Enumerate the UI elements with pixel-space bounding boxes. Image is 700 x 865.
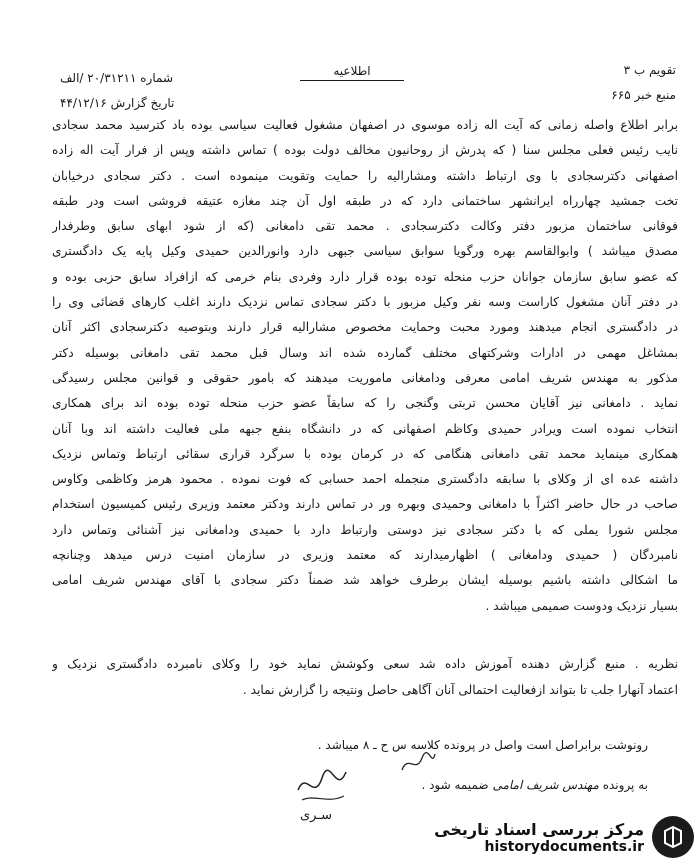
copy-routing-note: رونوشت برابراصل است واصل در پرونده کلاسه س ح ـ ۸ میباشد . bbox=[317, 738, 648, 752]
body-line: فوقانی ساختمان مزبور دفتر وکالت دکترسجادی . محمد تقی دامغانی (که از شود ابهای سابق وطرفدار bbox=[52, 219, 678, 234]
body-line: تخت جمشید چهارراه ایرانشهر ساختمانی دارد که در طبقه اول آن چند مغازه عتیقه فروشی است ودر طبقه bbox=[52, 193, 678, 208]
body-line: نامبردگان ( حمیدی ودامغانی ) اظهارمیدارند که معتمد وزیری در سازمان امنیت درس میدهد وچنانچه bbox=[52, 548, 678, 563]
body-line: اصفهانی دکترسجادی با وی ارتباط داشته ومشارالیه را حمایت وتقویت مینموده است . دکتر سجادی درخیابان bbox=[52, 168, 678, 183]
watermark-url: historydocuments.ir bbox=[484, 838, 644, 855]
document-number: شماره ۲۰/۳۱۲۱۱ /الف bbox=[60, 71, 173, 85]
body-line: انتخاب نموده است ویرادر حمیدی وکاظم اصفهانی که در دانشگاه بنفع جبهه ملی فعالیت داشته اند وبا آنان bbox=[52, 421, 678, 436]
calendar-code: تقویم ب ۳ bbox=[623, 63, 676, 77]
file-instruction-suffix: ضمیمه شود . bbox=[421, 778, 489, 792]
body-line: در دادگستری انجام میدهند ومورد محبت وحمایت مخصوص مشارالیه قرار دارند وبتوصیه دکترسجادی اکثر آنان bbox=[52, 320, 678, 335]
news-source: منبع خبر ۶۶۵ bbox=[611, 88, 676, 102]
handwritten-signature bbox=[292, 760, 352, 810]
body-line: که عضو سابق سازمان جوانان حزب منحله توده بوده قرار دارد وفردی بنام خرمی که ازافراد سابق حزبی بوده و bbox=[52, 269, 678, 284]
body-line: بسیار نزدیک ودوست صمیمی میباشد . bbox=[485, 598, 678, 613]
body-line: همکاری مینماید محمد تقی دامغانی هنگامی که در کرمان بوده با سرگرد قراری سقائی ارتباط وتماس نزدیک bbox=[52, 446, 678, 461]
archive-logo-glyph bbox=[658, 822, 688, 852]
header-meta-left bbox=[60, 66, 174, 116]
body-line: بمشاغل مهمی در ادارات وشرکتهای مختلف گمارده شده اند وسال قبل محمد تقی دامغانی بوسیله دکتر bbox=[52, 345, 678, 360]
report-body bbox=[52, 113, 678, 619]
body-line: داشته عده ای از وکلای با سابقه دادگستری منجمله احمد حسابی که فوت نموده . محمود هرمز وکاظمی وکاوس bbox=[52, 472, 678, 487]
body-line: مذکور به مهندس شریف امامی معرفی ودامغانی ماموریت میدهند که بامور حقوقی و قوانین مجلس رسیدگی bbox=[52, 370, 678, 385]
analysis-line: اعتماد آنهارا جلب تا بتواند ازفعالیت احتمالی آنان آگاهی حاصل ونتیجه را گزارش نماید . bbox=[242, 683, 678, 697]
title-underline bbox=[300, 80, 404, 81]
header-meta-right bbox=[611, 58, 676, 108]
body-line: نماید . دامغانی نیز آقایان محسن تربتی وگنجی را که سابقاً عضو حزب منحله توده بوده اند برای همکاری bbox=[52, 396, 678, 411]
watermark-title: مرکز بررسی اسناد تاریخی bbox=[434, 819, 644, 839]
body-line: برابر اطلاع واصله زمانی که آیت اله زاده موسوی در اصفهان مشغول فعالیت سیاسی بوده باد کترسید محمد سجادی bbox=[52, 118, 678, 132]
classification-mark: سـری bbox=[300, 808, 333, 823]
file-instruction bbox=[421, 778, 648, 792]
body-line: در دفتر آنان مشغول کاراست وسه نفر وکیل مزبور با دکتر سجادی تماس نزدیک دارند اغلب کارهای قضائی وی را bbox=[52, 295, 678, 310]
report-date: تاریخ گزارش ۴۴/۱۲/۱۶ bbox=[60, 96, 175, 110]
body-line: صاحب در حال حاضر اکثراً با دامغانی وحمیدی وبهره ور در تماس دارند ودکتر معتمد وزیری رئیس کمیسیون استخدام bbox=[52, 497, 678, 512]
document-title: اطلاعیه bbox=[333, 64, 371, 78]
archive-logo-icon bbox=[652, 816, 694, 858]
document-title-block bbox=[300, 64, 404, 81]
body-line: نایب رئیس فعلی مجلس سنا ( که پدرش از روحانیون مخالف دولت بوده ) تماس داشته وپس از فرار آیت اله زاده bbox=[52, 143, 678, 158]
body-line: مصدق میباشد ) وابوالقاسم بهره ورگویا سوابق سیاسی جبهی دارد وانورالدین حمیدی وکیل پایه یک دادگستری bbox=[52, 244, 678, 259]
file-instruction-handwritten: مهندس شریف امامی bbox=[492, 778, 599, 792]
body-line: ما اشکالی داشته باشیم بوسیله ایشان برطرف خواهد شد ضمناً دکتر سجادی با آقای مهندس شریف امامی bbox=[52, 573, 678, 588]
watermark-text bbox=[434, 820, 644, 855]
analysis-section bbox=[52, 651, 678, 703]
archive-watermark bbox=[396, 813, 694, 861]
body-line: مجلس شورا یملی که با دکتر سجادی نیز دوستی وارتباط دارد با حمیدی ودامغانی نیز آشنائی وتماس دارد bbox=[52, 522, 678, 537]
handwritten-mark bbox=[398, 748, 438, 778]
analysis-line: نظریه . منبع گزارش دهنده آموزش داده شد سعی وکوشش نماید خود را وکلای نامبرده دادگستری نزدیک و bbox=[52, 657, 678, 671]
file-instruction-prefix: به پرونده bbox=[602, 778, 648, 792]
